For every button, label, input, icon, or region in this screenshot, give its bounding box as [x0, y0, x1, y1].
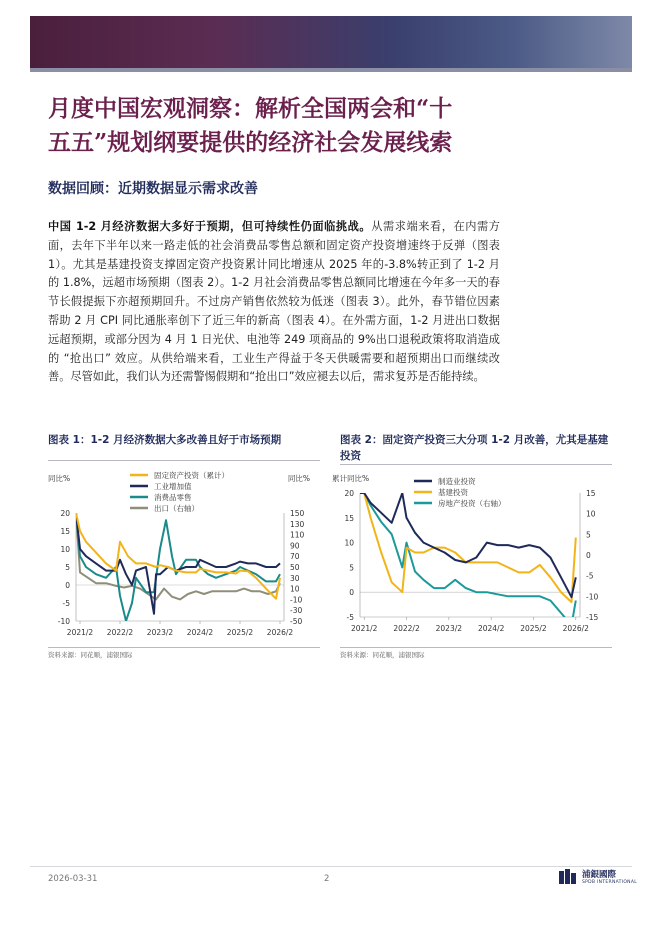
- x-tick-label: 2026/2: [266, 628, 294, 637]
- y-tick-right-label: 0: [586, 551, 591, 560]
- page-title: [48, 92, 628, 160]
- y-tick-right-label: 10: [290, 584, 300, 594]
- y-tick-right-label: -30: [290, 606, 303, 616]
- legend-label: 制造业投资: [438, 477, 476, 486]
- series-line: [360, 493, 576, 625]
- series-line: [76, 513, 280, 599]
- y-tick-right-label: 30: [290, 573, 300, 583]
- y-tick-left-label: -10: [57, 617, 70, 626]
- y-tick-right-label: -10: [290, 595, 303, 605]
- figure-2-source: 资料来源：同花顺，浦银国际: [340, 651, 425, 659]
- y-tick-right-label: -10: [586, 592, 599, 602]
- paragraph-body: 从需求端来看，在内需方面，去年下半年以来一路走低的社会消费品零售总额和固定资产投资增速终于反弹（图表 1）。尤其是基建投资支撑固定资产投资累计同比增速从 2025 年的-3.8%转正到了 1-2 月的 1.8%，远超市场预期（图表 2）。1-2 月社会消费品零售总额同比增速在今年多一天的春节长假提振下亦超预期回升。不过房产销售依然较为低迷（图表 3）。此外，春节错位因素帮助 2 月 CPI 同比通胀率创下了近三年的新高（图表 4）。在外需方面，1-2 月进出口数据远超预期，或部分因为 4 月 1 日光伏、电池等 249 项商品的 9%出口退税政策将取消造成的 “抢出口” 效应。从供给端来看，工业生产得益于冬天供暖需要和超预期出口而继续改善。尽管如此，我们认为还需警惕假期和“抢出口”效应褪去以后，需求复苏是否能持续。: [48, 220, 500, 384]
- x-tick-label: 2021/2: [351, 624, 378, 633]
- figure-1-chart: [48, 461, 320, 647]
- y-tick-left-label: 10: [60, 545, 70, 554]
- section-heading: 数据回顾：近期数据显示需求改善: [48, 181, 258, 197]
- legend-label: 出口（右轴）: [154, 504, 199, 513]
- page-number: 2: [324, 874, 330, 884]
- y-tick-right-label: -5: [586, 571, 594, 581]
- y-tick-left-label: 10: [344, 538, 354, 548]
- figure-2-chart: [332, 465, 612, 647]
- y-tick-left-label: 20: [344, 489, 354, 498]
- y-axis-right-label: 同比%: [287, 474, 310, 483]
- body-paragraph: [48, 218, 500, 387]
- figure-1-source: 资料来源：同花顺，浦银国际: [48, 651, 133, 659]
- x-tick-label: 2024/2: [477, 624, 505, 633]
- y-tick-left-label: 0: [65, 581, 70, 590]
- footer-divider: [30, 866, 632, 867]
- y-axis-left-label: 累计同比%: [332, 474, 370, 483]
- paragraph-lead: 中国 1-2 月经济数据大多好于预期，但可持续性仍面临挑战。: [48, 220, 372, 233]
- y-tick-left-label: 15: [60, 527, 70, 536]
- figure-1-title: 图表 1：1-2 月经济数据大多改善且好于市场预期: [48, 434, 282, 446]
- y-tick-left-label: 15: [344, 513, 354, 523]
- spdb-logo-icon: [558, 868, 578, 886]
- y-tick-right-label: 90: [290, 541, 300, 551]
- y-tick-left-label: -5: [62, 599, 70, 608]
- legend-label: 基建投资: [438, 488, 468, 497]
- figure-2-title: 图表 2：固定资产投资三大分项 1-2 月改善，尤其是基建投资: [340, 434, 609, 462]
- figure-2-frame: [332, 464, 612, 648]
- y-tick-right-label: 130: [290, 519, 305, 529]
- series-line: [76, 513, 280, 599]
- y-tick-right-label: 15: [586, 489, 596, 498]
- figure-2: [340, 432, 612, 464]
- series-line: [76, 513, 280, 621]
- y-tick-right-label: 110: [290, 530, 305, 540]
- x-tick-label: 2025/2: [226, 628, 254, 637]
- figure-1-frame: [48, 460, 320, 648]
- y-tick-right-label: 5: [586, 530, 591, 540]
- y-tick-right-label: -50: [290, 617, 303, 626]
- y-tick-right-label: 10: [586, 509, 596, 519]
- x-tick-label: 2022/2: [106, 628, 134, 637]
- title-line-2: 五五”规划纲要提供的经济社会发展线索: [48, 129, 453, 156]
- y-tick-left-label: 5: [65, 563, 70, 572]
- y-tick-right-label: 50: [290, 563, 300, 572]
- header-banner-stripe: [30, 68, 632, 72]
- y-tick-right-label: 70: [290, 552, 300, 562]
- y-tick-left-label: 5: [349, 563, 354, 573]
- y-tick-left-label: -5: [346, 613, 354, 622]
- title-line-1: 月度中国宏观洞察：解析全国两会和“十: [48, 95, 453, 122]
- y-axis-left-label: 同比%: [48, 474, 71, 483]
- y-tick-right-label: -15: [586, 613, 599, 622]
- series-line: [360, 493, 576, 602]
- y-tick-right-label: 150: [290, 509, 305, 518]
- x-tick-label: 2023/2: [435, 624, 463, 633]
- footer-logo-text: 浦銀國際: [582, 870, 617, 880]
- x-tick-label: 2021/2: [66, 628, 94, 637]
- y-tick-left-label: 0: [349, 588, 354, 598]
- y-tick-left-label: 20: [60, 509, 70, 518]
- figure-1: [48, 432, 320, 448]
- header-banner: [30, 16, 632, 68]
- x-tick-label: 2025/2: [520, 624, 547, 633]
- legend-label: 工业增加值: [154, 482, 192, 491]
- x-tick-label: 2024/2: [186, 628, 214, 637]
- legend-label: 固定资产投资（累计）: [154, 471, 229, 480]
- legend-label: 房地产投资（右轴）: [438, 499, 506, 508]
- x-tick-label: 2026/2: [562, 624, 589, 633]
- x-tick-label: 2022/2: [393, 624, 420, 633]
- footer-date: 2026-03-31: [48, 874, 98, 884]
- legend-label: 消费品零售: [154, 493, 192, 502]
- x-tick-label: 2023/2: [146, 628, 174, 637]
- footer-logo-subtext: SPDB INTERNATIONAL: [582, 880, 638, 885]
